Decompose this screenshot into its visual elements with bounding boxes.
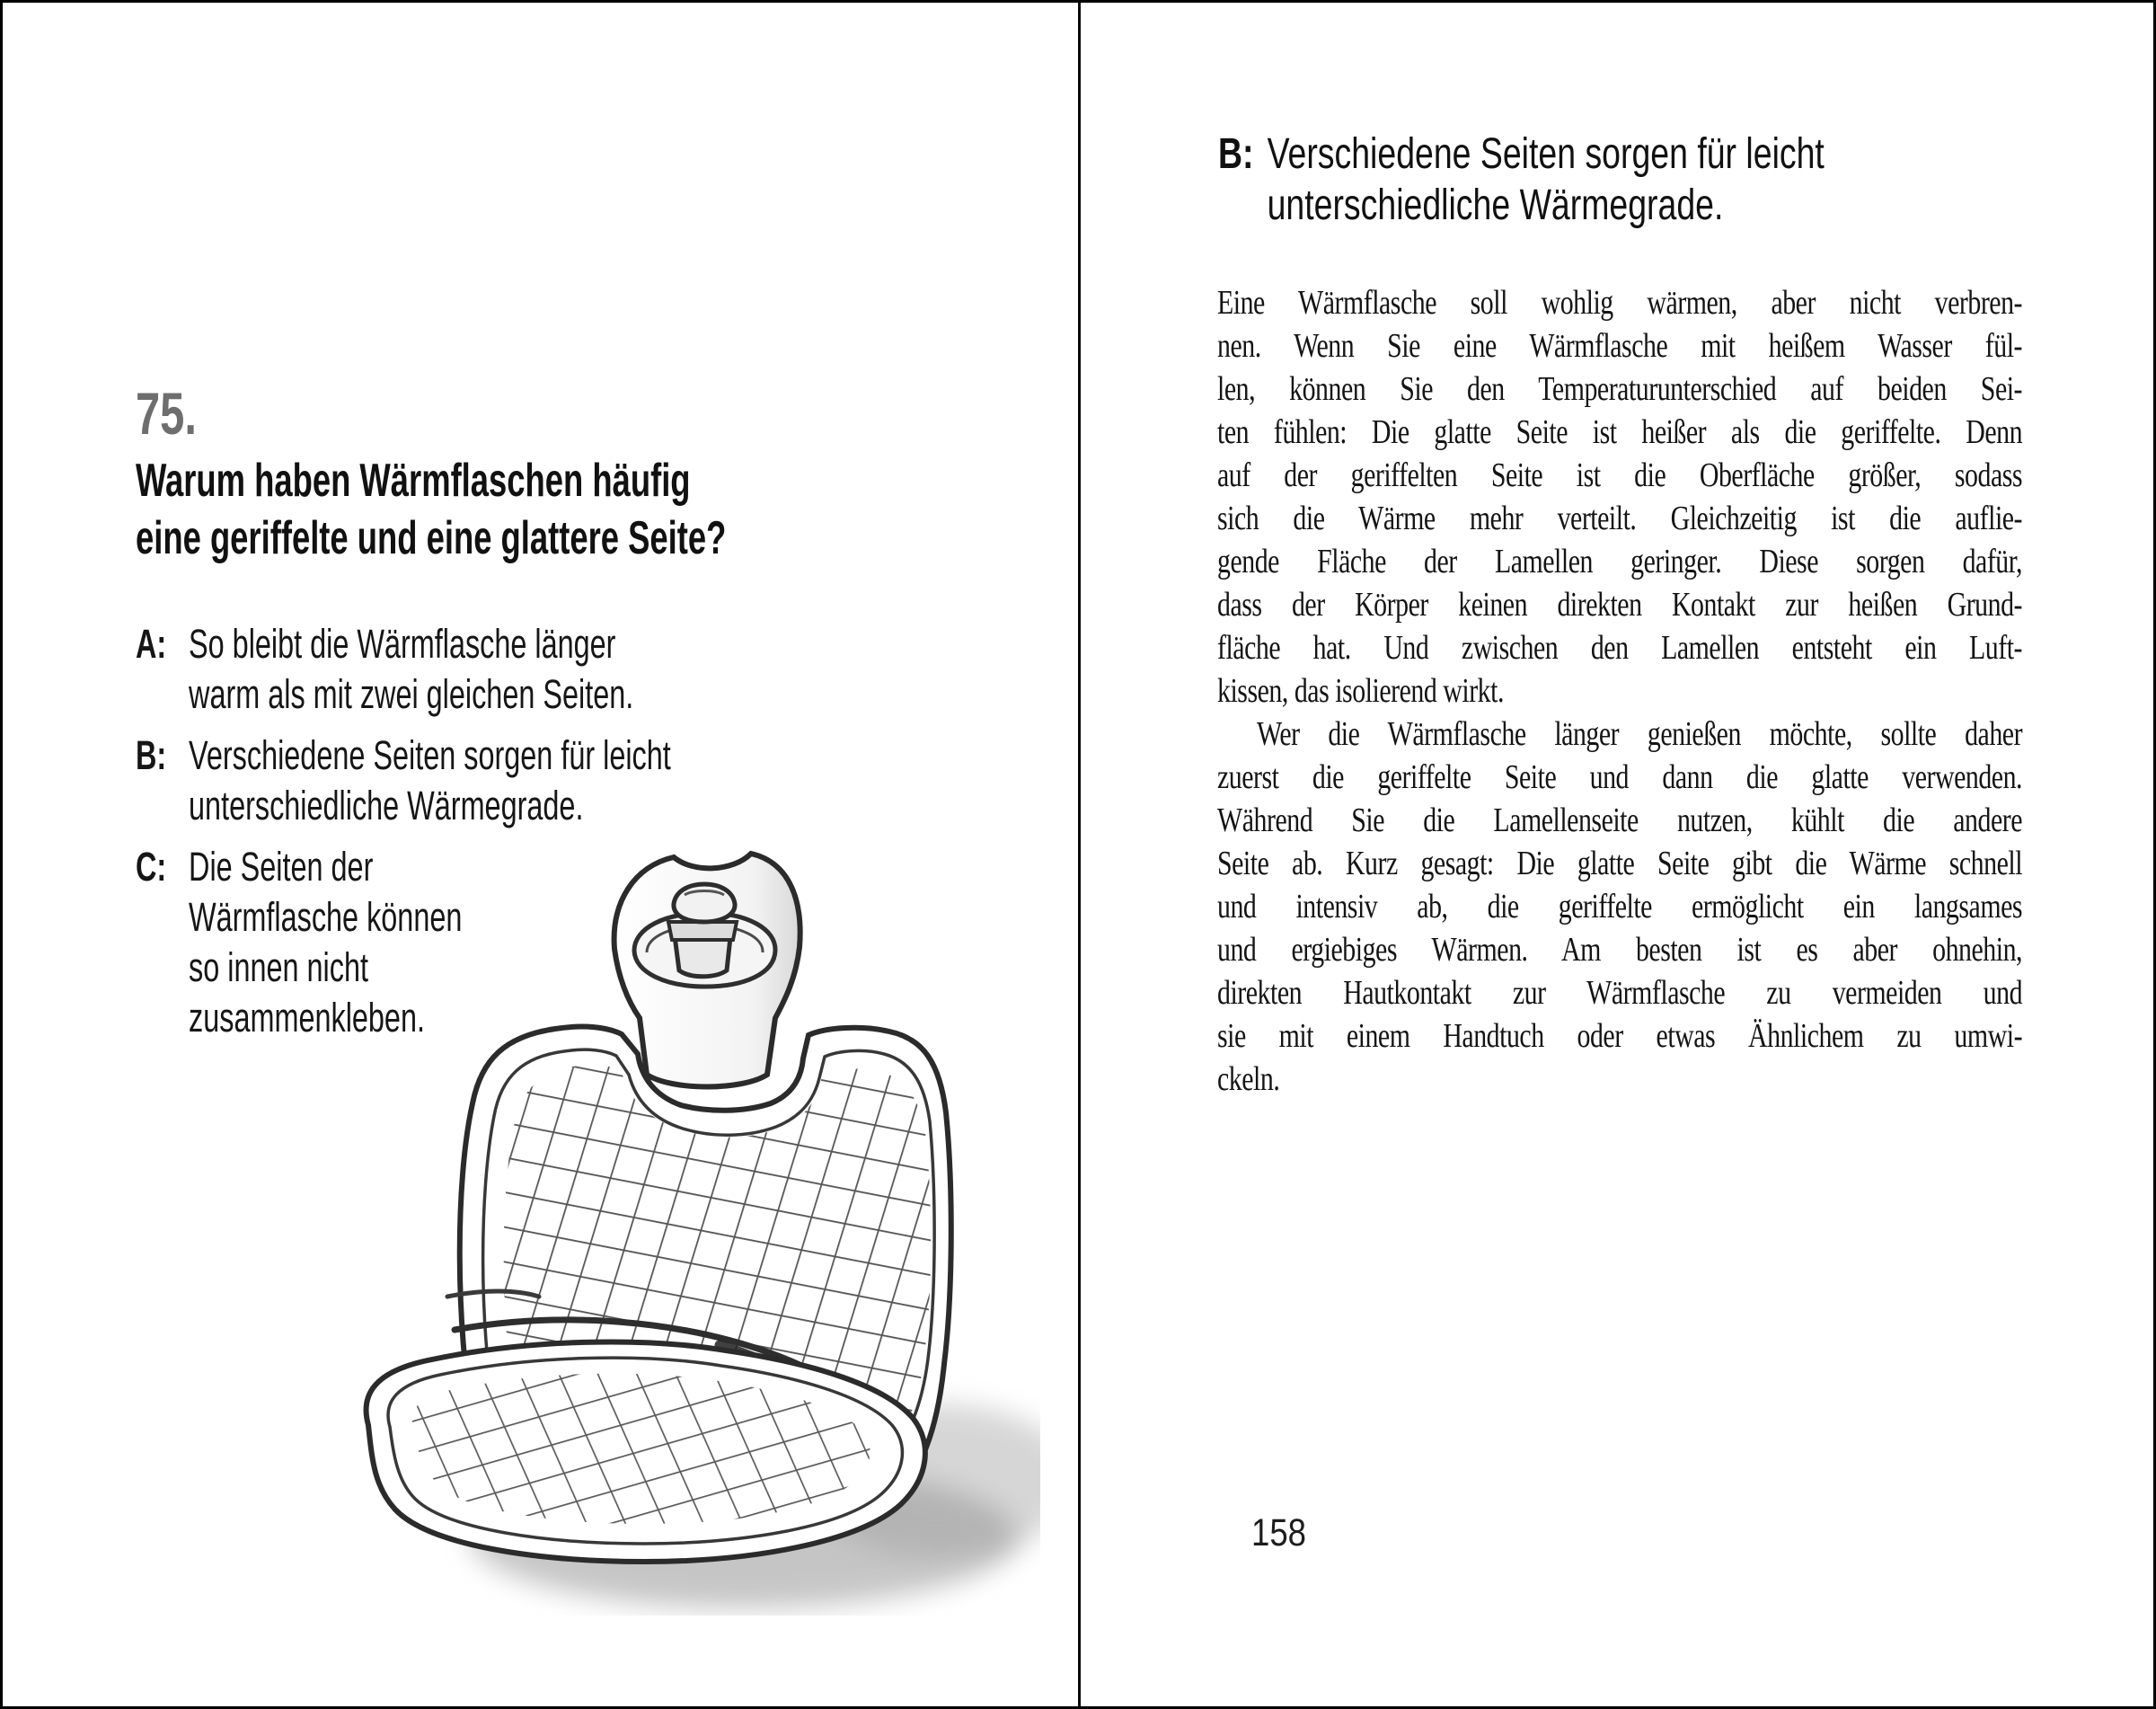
answer-body-text xyxy=(1217,281,2156,1101)
body-line: Während Sie die Lamellenseite nutzen, kühlt die andere xyxy=(1217,801,2023,839)
answer-heading-line: Verschiedene Seiten sorgen für leicht xyxy=(1267,130,1825,178)
answer-letter: B: xyxy=(1218,130,1254,178)
body-line: len, können Sie den Temperaturunterschied auf beiden Sei- xyxy=(1217,370,2023,408)
body-line: direkten Hautkontakt zur Wärmflasche zu vermeiden und xyxy=(1217,974,2023,1012)
answer-heading-lines xyxy=(1268,128,1825,231)
body-line: und ergiebiges Wärmen. Am besten ist es aber ohnehin, xyxy=(1217,931,2023,969)
body-line: ckeln. xyxy=(1217,1060,1280,1098)
body-line: sich die Wärme mehr verteilt. Gleichzeitig ist die auflie- xyxy=(1217,500,2023,537)
body-line: nen. Wenn Sie eine Wärmflasche mit heißem Wasser fül- xyxy=(1217,327,2023,365)
option-letter: A: xyxy=(136,621,167,667)
question-title xyxy=(136,452,726,567)
answer-option xyxy=(136,731,671,831)
body-line: gende Fläche der Lamellen geringer. Diese sorgen dafür, xyxy=(1217,543,2023,580)
question-title-line: eine geriffelte und eine glattere Seite? xyxy=(136,512,727,564)
option-letter: B: xyxy=(136,732,167,778)
answer-option xyxy=(136,619,671,720)
body-line: und intensiv ab, die geriffelte ermöglicht ein langsames xyxy=(1217,888,2023,925)
hot-water-bottle-illustration xyxy=(322,843,1040,1616)
question-number: 75. xyxy=(136,380,197,447)
body-line: Wer die Wärmflasche länger genießen möchte, sollte daher xyxy=(1257,715,2023,753)
option-text: Verschiedene Seiten sorgen für leicht unterschiedliche Wärmegrade. xyxy=(189,732,671,828)
body-line: auf der geriffelten Seite ist die Oberfläche größer, sodass xyxy=(1217,456,2023,494)
page-number: 158 xyxy=(1251,1511,1306,1554)
option-text: Die Seiten der Wärmflasche können so innen nicht zusammenkleben. xyxy=(189,844,463,1040)
body-line: dass der Körper keinen direkten Kontakt zur heißen Grund- xyxy=(1217,586,2023,624)
question-title-line: Warum haben Wärmflaschen häufig xyxy=(136,455,691,507)
option-letter: C: xyxy=(136,844,167,890)
body-line: Eine Wärmflasche soll wohlig wärmen, aber nicht verbren- xyxy=(1217,284,2023,322)
body-line: fläche hat. Und zwischen den Lamellen entsteht ein Luft- xyxy=(1217,629,2023,667)
answer-heading xyxy=(1218,128,1825,231)
body-line: sie mit einem Handtuch oder etwas Ähnlichem zu umwi- xyxy=(1217,1017,2023,1055)
stopper-collar xyxy=(668,922,737,940)
body-line: kissen, das isolierend wirkt. xyxy=(1217,672,1504,710)
page-gutter-divider xyxy=(1078,3,1081,1709)
body-line: Seite ab. Kurz gesagt: Die glatte Seite gibt die Wärme schnell xyxy=(1217,845,2023,882)
option-text: So bleibt die Wärmflasche länger warm als mit zwei gleichen Seiten. xyxy=(189,621,634,717)
answer-heading-line: unterschiedliche Wärmegrade. xyxy=(1267,182,1724,229)
body-line: ten fühlen: Die glatte Seite ist heißer als die geriffelte. Denn xyxy=(1217,413,2023,451)
body-line: zuerst die geriffelte Seite und dann die glatte verwenden. xyxy=(1217,758,2023,796)
